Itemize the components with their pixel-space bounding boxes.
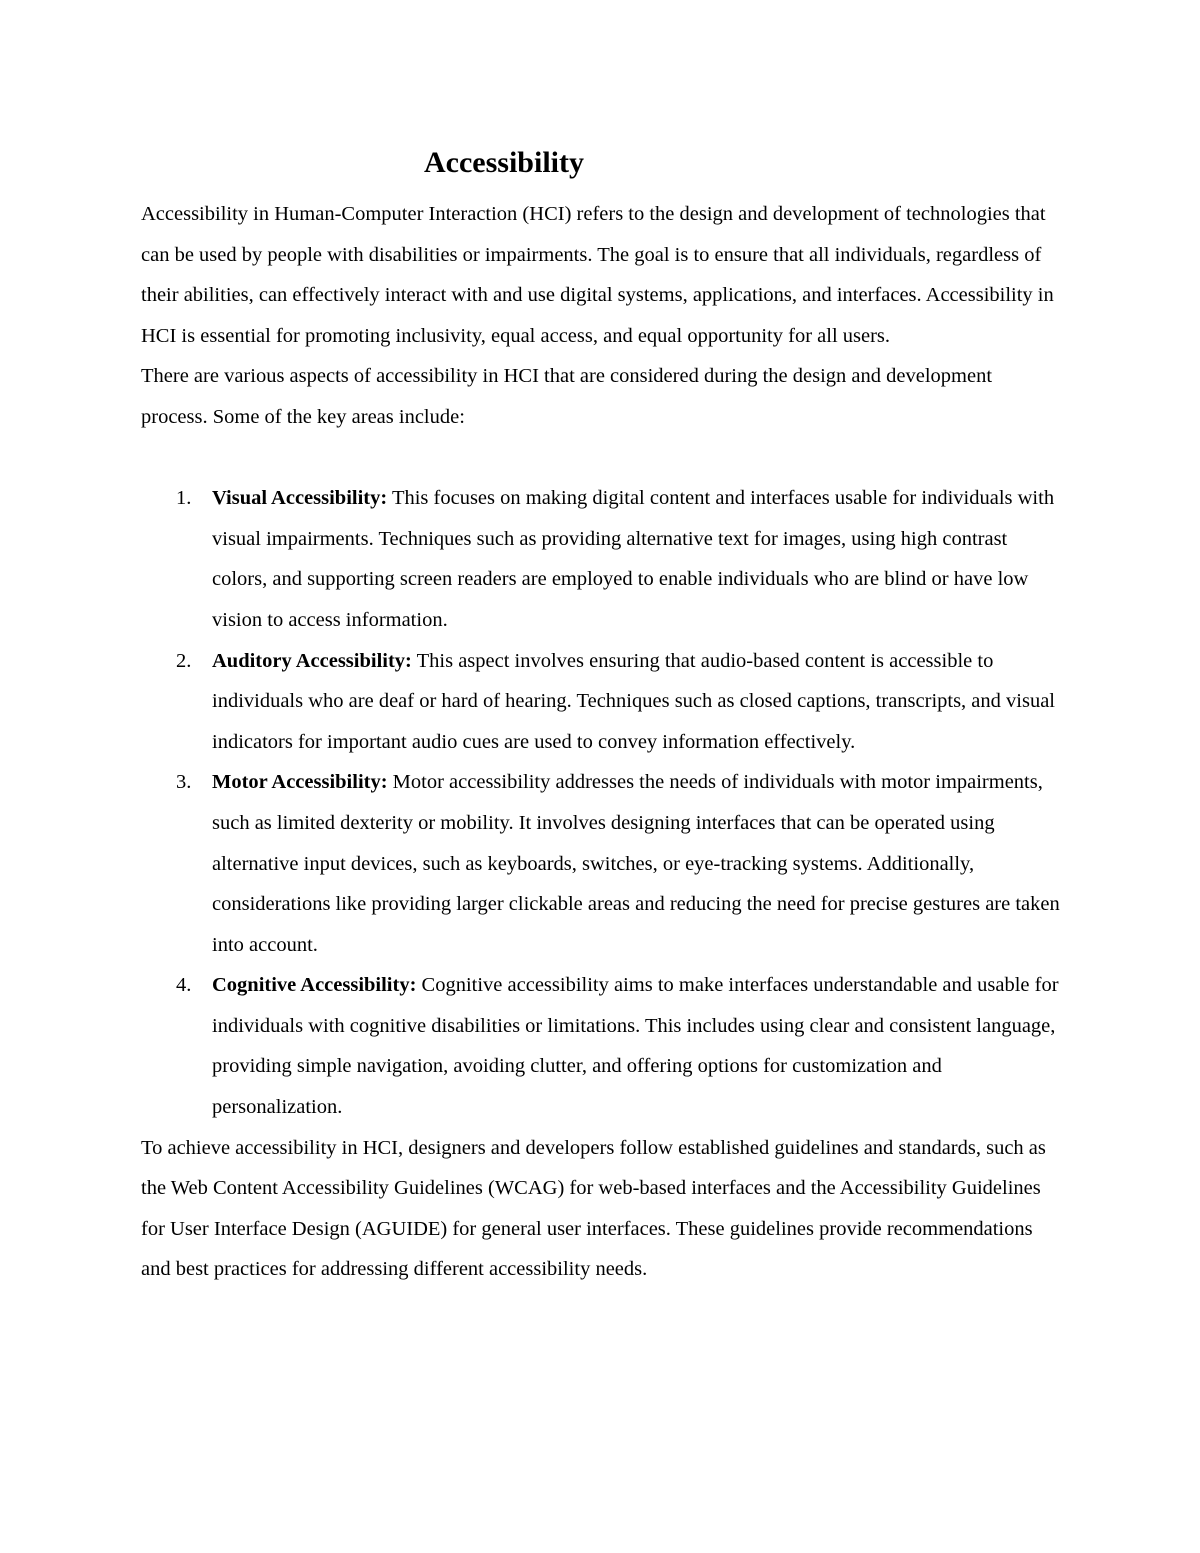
aspects-list <box>141 478 1061 1128</box>
aspects-intro-paragraph: There are various aspects of accessibility in HCI that are considered during the design and development process. Some of the key areas include: <box>141 365 993 428</box>
list-item-term: Visual Accessibility: <box>212 487 388 510</box>
list-item-text: This aspect involves ensuring that audio-based content is accessible to individuals who are deaf or hard of hearing. Techniques such as closed captions, transcripts, and visual indicators for important audio cues are used to convey information effectively. <box>212 649 1056 753</box>
paragraph-spacer <box>141 438 1061 479</box>
intro-paragraph: Accessibility in Human-Computer Interaction (HCI) refers to the design and development of technologies that can be used by people with disabilities or impairments. The goal is to ensure that all individuals, regardless of their abilities, can effectively interact with and use digital systems, applications, and interfaces. Accessibility in HCI is essential for promoting inclusivity, equal access, and equal opportunity for all users. <box>141 203 1054 347</box>
document-body <box>141 138 1061 1290</box>
list-item-number: 3. <box>176 771 192 794</box>
list-item <box>141 641 1061 763</box>
page-title: Accessibility <box>424 146 584 179</box>
list-item-number: 1. <box>176 487 192 510</box>
list-item-term: Auditory Accessibility: <box>212 649 412 672</box>
list-item-term: Cognitive Accessibility: <box>212 974 417 997</box>
list-item-number: 2. <box>176 649 192 672</box>
list-item-text: Cognitive accessibility aims to make interfaces understandable and usable for individuals with cognitive disabilities or limitations. This includes using clear and consistent language, providing simple navigation, avoiding clutter, and offering options for customization and personalization. <box>212 974 1059 1119</box>
list-item-term: Motor Accessibility: <box>212 771 388 794</box>
list-item <box>141 965 1061 1127</box>
list-item <box>141 478 1061 640</box>
list-item-text: This focuses on making digital content and interfaces usable for individuals with visual impairments. Techniques such as providing alternative text for images, using high contrast colors, and supporting screen readers are employed to enable individuals who are blind or have low vision to access information. <box>212 487 1055 631</box>
list-item-number: 4. <box>176 974 192 997</box>
list-item <box>141 762 1061 965</box>
list-item-text: Motor accessibility addresses the needs of individuals with motor impairments, such as limited dexterity or mobility. It involves designing interfaces that can be operated using alternative input devices, such as keyboards, switches, or eye-tracking systems. Additionally, considerations like providing larger clickable areas and reducing the need for precise gestures are taken into account. <box>212 771 1060 956</box>
closing-paragraph: To achieve accessibility in HCI, designers and developers follow established guidelines and standards, such as the Web Content Accessibility Guidelines (WCAG) for web-based interfaces and the Accessibility Guidelines for User Interface Design (AGUIDE) for general user interfaces. These guidelines provide recommendations and best practices for addressing different accessibility needs. <box>141 1136 1046 1281</box>
